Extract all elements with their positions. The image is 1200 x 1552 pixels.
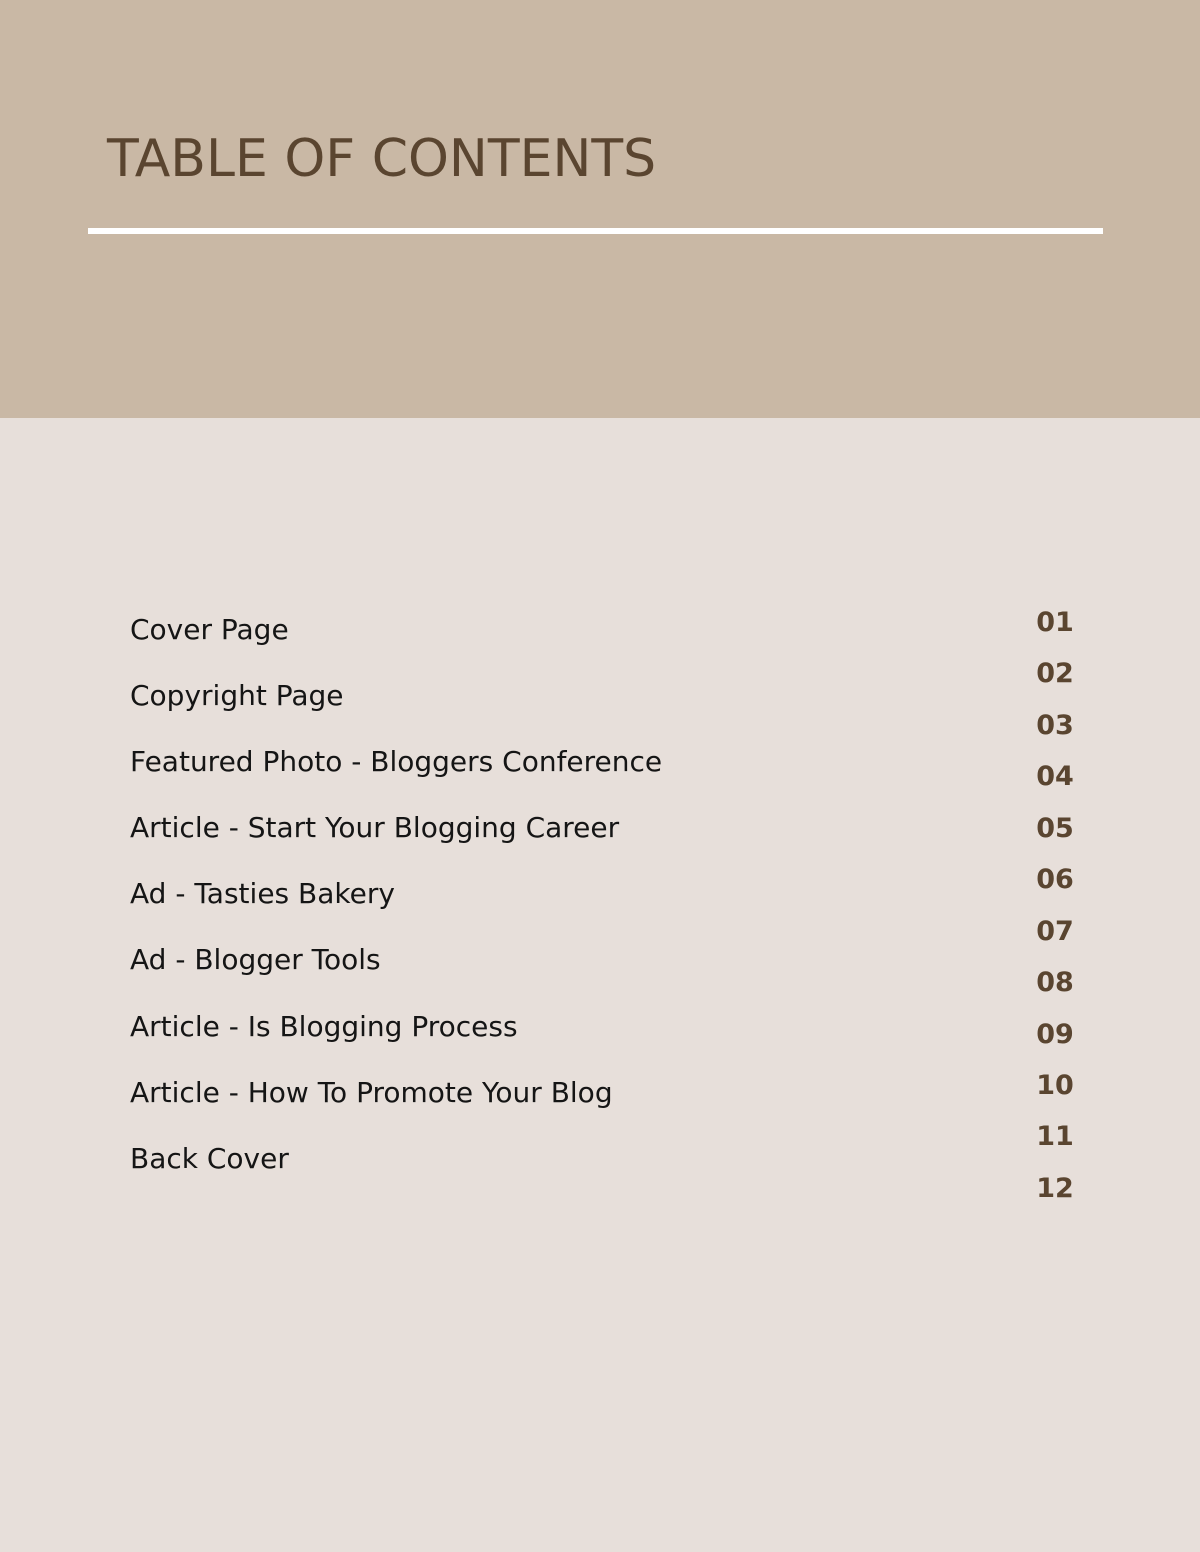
contents-entry: Article - How To Promote Your Blog <box>130 1075 613 1109</box>
contents-entry: Article - Start Your Blogging Career <box>130 811 620 845</box>
page-number: 04 <box>1036 761 1074 793</box>
page-title: TABLE OF CONTENTS <box>107 129 657 189</box>
page-number: 01 <box>1036 607 1074 638</box>
contents-entry: Back Cover <box>130 1141 289 1175</box>
page-number: 05 <box>1036 812 1074 844</box>
title-divider <box>88 228 1103 234</box>
page-number: 11 <box>1036 1121 1074 1153</box>
contents-entry: Ad - Tasties Bakery <box>130 877 395 911</box>
page-number: 09 <box>1036 1018 1074 1050</box>
contents-entry: Cover Page <box>130 613 289 646</box>
page-number: 07 <box>1036 915 1074 947</box>
page-number: 03 <box>1036 709 1074 741</box>
page-number: 12 <box>1036 1172 1074 1204</box>
page-number: 08 <box>1036 967 1074 999</box>
header-band <box>0 0 1200 418</box>
page-number: 10 <box>1036 1069 1074 1101</box>
contents-entry-list <box>130 597 662 1192</box>
contents-entry: Article - Is Blogging Process <box>130 1009 518 1043</box>
contents-entry: Featured Photo - Bloggers Conference <box>130 745 663 779</box>
page-number: 06 <box>1036 864 1074 896</box>
contents-entry: Copyright Page <box>130 679 344 713</box>
page-number: 02 <box>1036 658 1074 690</box>
contents-entry: Ad - Blogger Tools <box>130 943 381 977</box>
page-number-list <box>1030 597 1080 1214</box>
